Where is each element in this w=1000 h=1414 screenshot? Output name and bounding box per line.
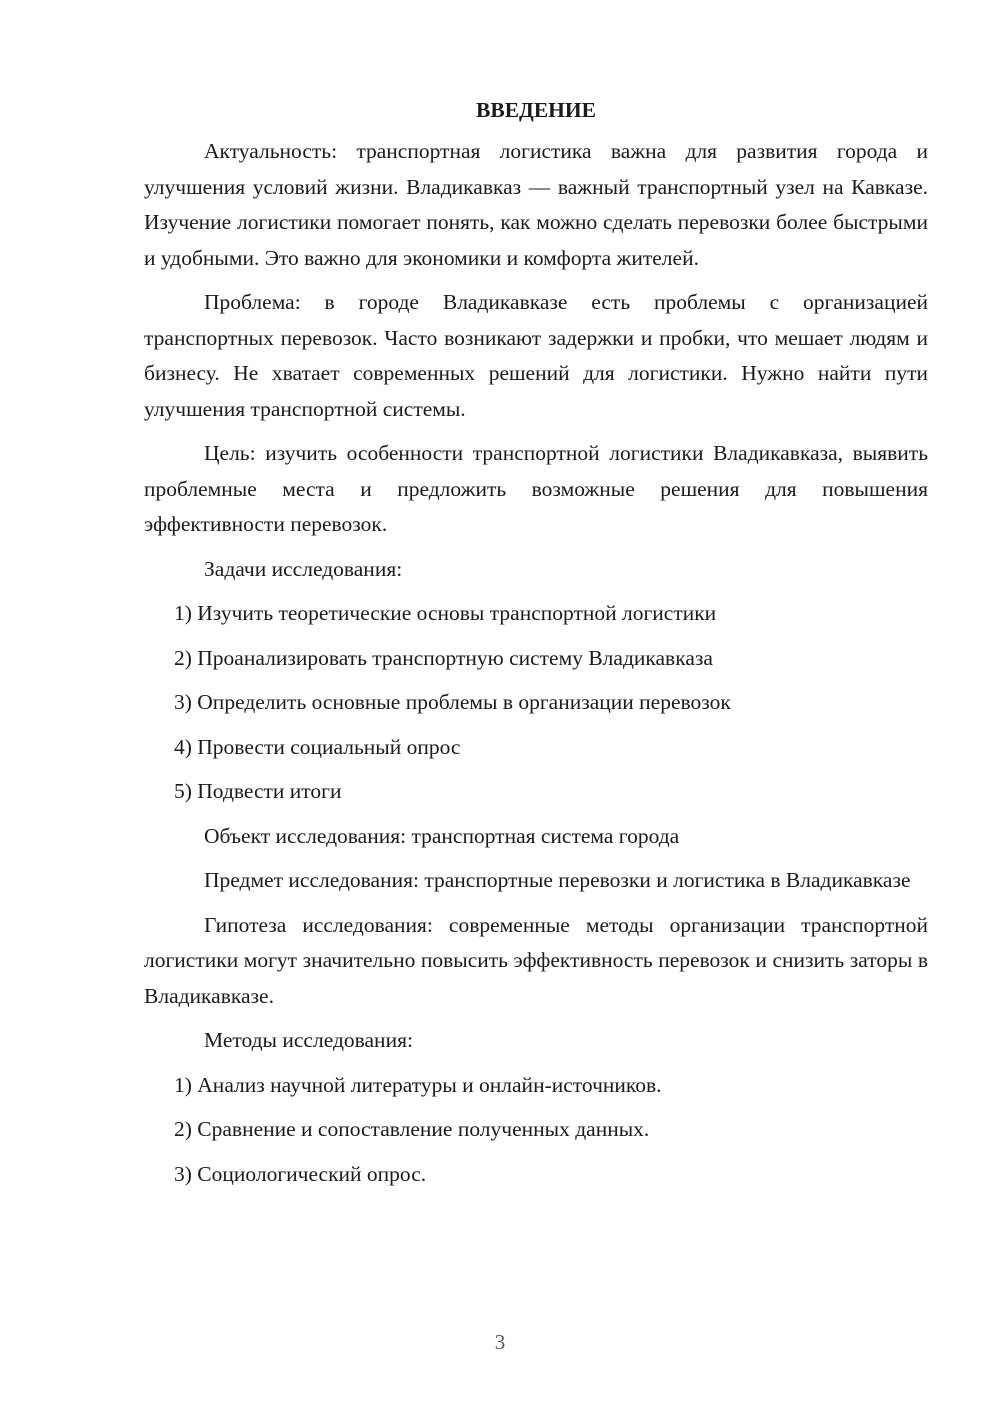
object-line: Объект исследования: транспортная система города [204,823,680,848]
list-item: 3) Определить основные проблемы в организации перевозок [174,690,731,714]
list-item: 3) Социологический опрос. [174,1161,427,1186]
list-item: 1) Анализ научной литературы и онлайн-источников. [174,1072,662,1097]
section-title: ВВЕДЕНИЕ [476,98,596,122]
hypothesis-paragraph: Гипотеза исследования: современные методы организации транспортной логистики могут значительно повысить эффективность перевозок и снизить заторы в Владикавказе. [144,912,928,1008]
list-item: 2) Проанализировать транспортную систему Владикавказа [174,645,713,670]
methods-heading: Методы исследования: [204,1028,413,1052]
page-number: 3 [494,1330,506,1354]
tasks-heading: Задачи исследования: [204,556,403,581]
list-item: 1) Изучить теоретические основы транспортной логистики [174,601,717,625]
paragraph-goal: Цель: изучить особенности транспортной логистики Владикавказа, выявить проблемные места и предложить возможные решения для повышения эффективности перевозок. [144,441,928,536]
list-item: 5) Подвести итоги [174,779,342,803]
methods-list [144,1068,928,1193]
subject-paragraph: Предмет исследования: транспортные перевозки и логистика в Владикавказе [204,868,911,892]
tasks-list [144,596,928,810]
list-item: 4) Провести социальный опрос [174,734,461,759]
paragraph-relevance: Актуальность: транспортная логистика важна для развития города и улучшения условий жизни. Владикавказ — важный транспортный узел на Кавказе. Изучение логистики помогает понять, как можно сделать перевозки более быстрыми и удобными. Это важно для экономики и комфорта жителей. [144,139,928,270]
paragraph-problem: Проблема: в городе Владикавказе есть проблемы с организацией транспортных перевозок. Часто возникают задержки и пробки, что мешает людям и бизнесу. Не хватает современных решений для логистики. Нужно найти пути улучшения транспортной системы. [144,290,928,421]
list-item: 2) Сравнение и сопоставление полученных данных. [174,1117,650,1141]
document-page [144,96,928,1201]
